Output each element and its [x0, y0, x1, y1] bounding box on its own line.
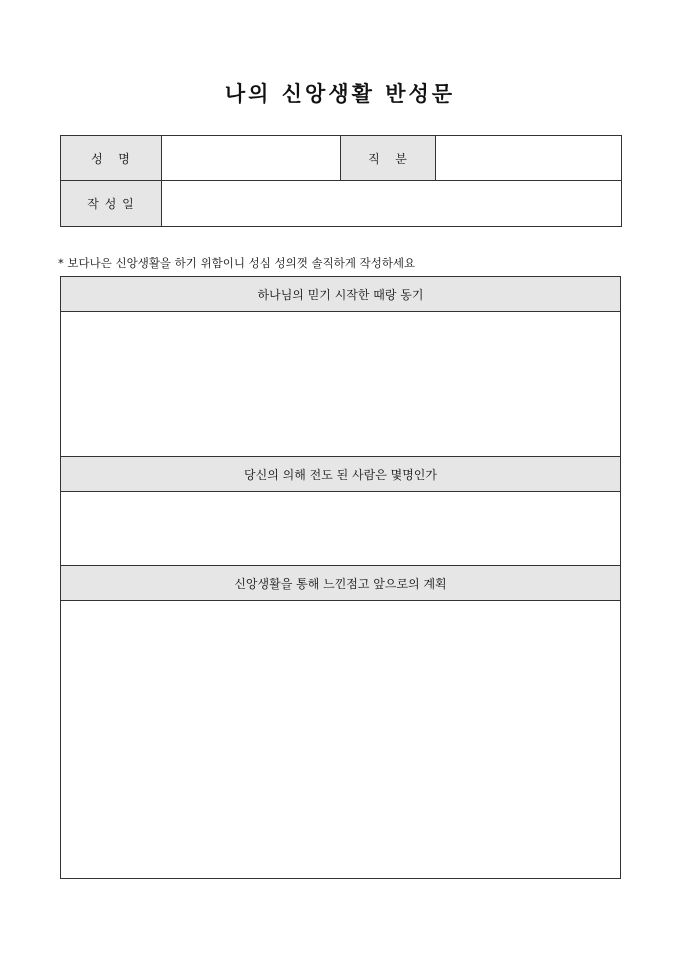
instruction-note: * 보다나은 신앙생활을 하기 위함이니 성심 성의껏 솔직하게 작성하세요 [58, 256, 416, 270]
section-heading-plans [61, 566, 620, 601]
section-answer-plans[interactable] [61, 601, 620, 878]
section-answer-evangelism[interactable] [61, 492, 620, 566]
page-title: 나의 신앙생활 반성문 [224, 81, 456, 106]
date-field[interactable] [162, 181, 622, 227]
position-field[interactable] [436, 136, 622, 181]
name-label: 성 명 [61, 136, 162, 181]
date-label: 작 성 일 [61, 181, 162, 227]
info-table [60, 135, 622, 227]
section-heading-text: 당신의 의해 전도 된 사람은 몇명인가 [244, 467, 437, 482]
section-heading-text: 신앙생활을 통해 느낀점고 앞으로의 계획 [234, 576, 447, 591]
section-heading-text: 하나님의 믿기 시작한 때랑 동기 [257, 287, 424, 302]
name-field[interactable] [162, 136, 341, 181]
section-answer-motivation[interactable] [61, 312, 620, 457]
section-heading-evangelism [61, 457, 620, 492]
reflection-form [60, 276, 621, 879]
section-heading-motivation [61, 277, 620, 312]
position-label: 직 분 [341, 136, 436, 181]
